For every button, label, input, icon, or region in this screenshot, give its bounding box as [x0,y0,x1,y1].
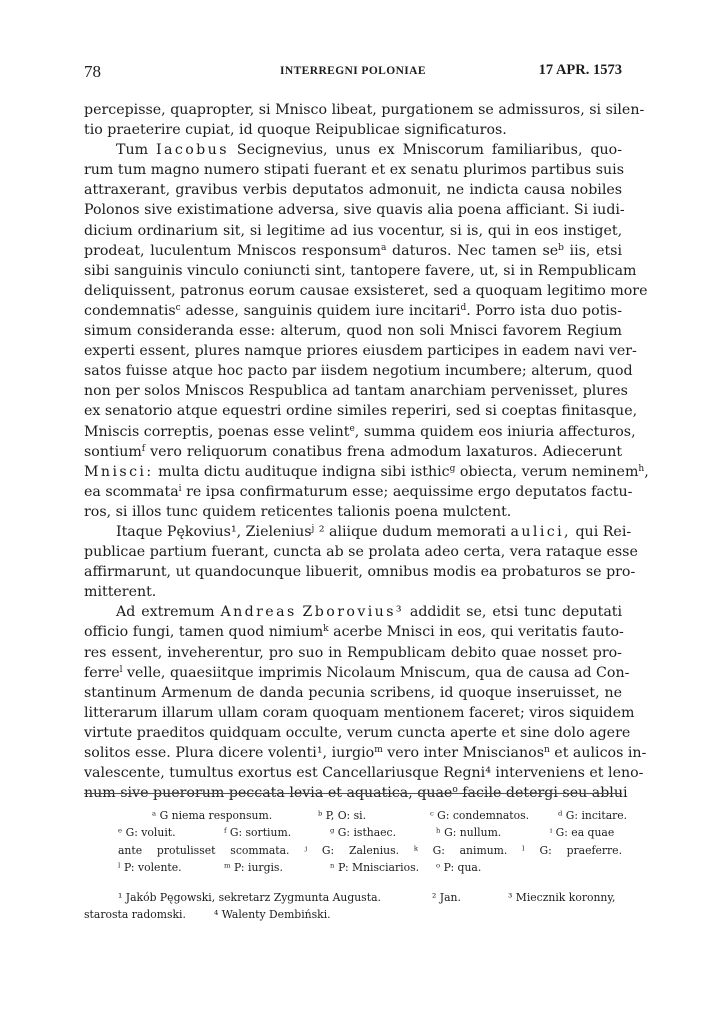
text-line: ros, si illos tunc quidem reticentes talionis poena mulctent. [84,503,512,520]
text-line: condemnatis$^c$ adesse, sanguinis quidem iure incitari$^d$. Porro ista duo potis- [84,302,622,319]
footnote: ⁴ Walenty Dembiński. [214,908,331,922]
footnotes [84,889,622,924]
text-line: dicium ordinarium sit, si legitime ad ius vocentur, si is, qui in eos instiget, [84,222,623,239]
apparatus-note: ʰ G: nullum. [436,826,502,840]
text-line: res essent, inveherentur, pro suo in Rempublicam debito quae nosset pro- [84,644,622,661]
apparatus-row [84,807,628,824]
text-line: Polonos sive existimatione adversa, sive quavis alia poena afficiant. Si iudi- [84,202,625,219]
footnote: ² Jan. [432,891,461,904]
text-line: tio praeterire cupiat, id quoque Reipublicae significaturos. [84,122,507,139]
main-text [84,100,649,803]
text-line: litterarum illarum ullam coram quoquam mentionem faceret; viros siquidem [84,704,635,721]
apparatus-note: ᵍ G: isthaec. [330,826,397,840]
text-line: valescente, tumultus exortus est Cancellariusque Regni⁴ interveniens et leno- [84,765,644,782]
apparatus-note: ante protulisset scommata. ʲ G: Zalenius. ᵏ G: animum. ˡ G: praeferre. [118,843,622,857]
text-line: experti essent, plures namque priores eiusdem participes in eadem navi ver- [84,343,637,360]
text-line: satos fuisse atque hoc pacto par iisdem negotium incumbere; alterum, quod [84,363,633,380]
apparatus-note: ᶜ G: condemnatos. [430,809,530,822]
apparatus-note: ˡ P: volente. [118,861,182,875]
text-line: Ad extremum Andreas Zborovius³ addidit se, etsi tunc deputati [116,604,623,621]
apparatus-note: ⁱ G: ea quae [550,826,615,840]
apparatus-note: ᵒ P: qua. [436,861,482,875]
footnote-divider [84,793,622,794]
running-title: INTERREGNI POLONIAE [280,65,426,77]
text-line: Mnisci: multa dictu audituque indigna sibi isthic$^g$ obiecta, verum neminem$^h$, [84,463,649,480]
running-header [84,62,622,84]
text-line: rum tum magno numero stipati fuerant et ex senatu plurimos partibus suis [84,162,624,179]
text-line: Tum Iacobus Secignevius, unus ex Mniscorum familiaribus, quo- [116,142,622,159]
footnote: ³ Miecznik koronny, [508,891,616,904]
text-line: mitterent. [84,584,157,601]
text-line: non per solos Mniscos Respublica ad tantam anarchiam pervenisset, plures [84,383,628,400]
running-date: 17 APR. 1573 [538,62,622,78]
apparatus-note: ⁿ P: Mnisciarios. [330,861,420,875]
apparatus-note: ᵐ P: iurgis. [224,861,283,875]
apparatus-row [84,842,622,859]
text-line: publicae partium fuerant, cuncta ab se prolata adeo certa, vera rataque esse [84,544,638,561]
footnote: ¹ Jakób Pęgowski, sekretarz Zygmunta Augusta. [118,891,381,904]
apparatus-row [84,824,622,841]
apparatus-note: ᵉ G: voluit. [118,826,176,840]
text-line: stantinum Armenum de danda pecunia scribens, id quoque inseruisset, ne [84,684,623,701]
footnote: starosta radomski. [84,908,186,922]
text-line: ferre$^l$ velle, quaesiitque imprimis Nicolaum Mniscum, qua de causa ad Con- [84,664,630,681]
critical-apparatus [84,807,628,877]
apparatus-note: ᵇ P, O: si. [318,809,367,822]
text-line: Mniscis correptis, poenas esse velint$^e$, summa quidem eos iniuria affecturos, [84,423,636,440]
apparatus-row [84,859,622,876]
text-line: simum consideranda esse: alterum, quod non soli Mnisci favorem Regium [84,323,622,340]
footnote-row [84,906,622,923]
apparatus-note: ᵃ G niema responsum. [152,809,273,822]
text-line: virtute praeditos quidquam occulte, verum cuncta aperte et sine dolo agere [84,724,631,741]
page-number: 78 [84,62,101,81]
text-line: affirmarunt, ut quandocunque libuerit, omnibus modis ea probaturos se pro- [84,564,636,581]
text-line: attraxerant, gravibus verbis deputatos admonuit, ne indicta causa nobiles [84,182,623,199]
text-line: ex senatorio atque equestri ordine similes reperiri, sed si coeptas finitasque, [84,403,638,420]
text-line: sibi sanguinis vinculo coniuncti sint, tantopere favere, ut, si in Rempublicam [84,262,637,279]
text-line: sontium$^f$ vero reliquorum conatibus frena admodum laxaturos. Adiecerunt [84,443,623,460]
text-line: deliquissent, patronus eorum causae exsisteret, sed a quoquam legitimo more [84,282,648,299]
apparatus-note: ᵈ G: incitare. [558,809,628,822]
text-line: solitos esse. Plura dicere volenti¹, iurgio$^m$ vero inter Mniscianos$^n$ et aulicos in- [84,745,647,761]
text-line: Itaque Pękovius¹, Zielenius$^j$ ² aliique dudum memorati aulici, qui Rei- [116,523,632,540]
footnote-row [84,889,622,906]
text-line: percepisse, quapropter, si Mnisco libeat, purgationem se admissuros, si silen- [84,102,645,118]
apparatus-note: ᶠ G: sortium. [224,826,292,840]
text-line: ea scommata$^i$ re ipsa confirmaturum esse; aequissime ergo deputatos factu- [84,483,633,500]
text-line: officio fungi, tamen quod nimium$^k$ acerbe Mnisci in eos, qui veritatis fauto- [84,624,624,641]
text-line: prodeat, luculentum Mniscos responsum$^a$ daturos. Nec tamen $se^b$ iis, etsi [84,242,622,259]
text-line: num sive puerorum peccata levia et aquatica, quae$^o$ facile detergi seu ablui [84,785,628,802]
